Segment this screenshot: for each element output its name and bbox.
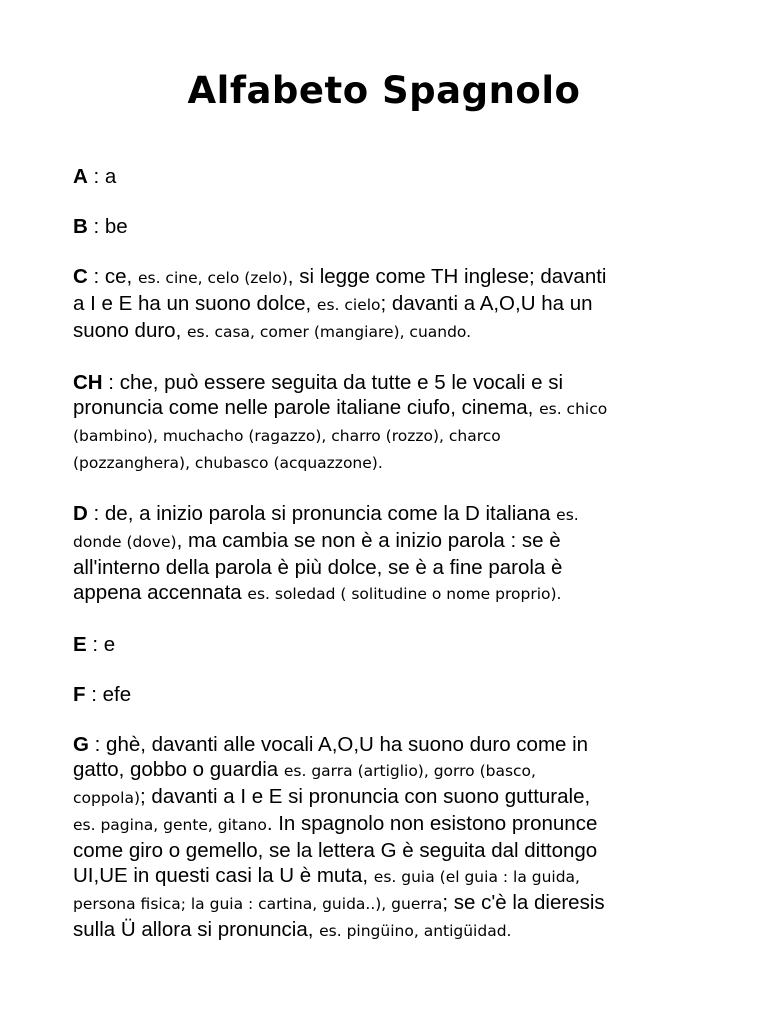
example-text: es. chico <box>539 400 608 418</box>
entry-text: : efe <box>85 683 132 706</box>
entry-letter: E <box>73 633 87 656</box>
letter-entry-g <box>73 732 713 944</box>
entry-text: pronuncia come nelle parole italiane ciufo, cinema, <box>73 396 540 419</box>
entry-text: a I e E ha un suono dolce, <box>73 292 317 315</box>
entry-letter: B <box>73 215 88 238</box>
entry-text: suono duro, <box>73 319 187 342</box>
entry-text: , ma cambia se non è a inizio parola : se è <box>176 529 561 552</box>
letter-entry-b <box>73 214 713 239</box>
example-text: es. garra (artiglio), gorro (basco, <box>283 762 536 780</box>
example-text: es. soledad ( solitudine o nome proprio). <box>247 585 562 603</box>
entry-text: , si legge come TH inglese; davanti <box>287 265 607 288</box>
example-text: coppola) <box>73 789 141 807</box>
example-text: es. <box>556 506 579 524</box>
example-text: (bambino), muchacho (ragazzo), charro (rozzo), charco <box>73 427 501 445</box>
alphabet-entries <box>73 164 713 944</box>
example-text: (pozzanghera), chubasco (acquazzone). <box>73 454 383 472</box>
example-text: donde (dove) <box>73 533 177 551</box>
entry-text: all'interno della parola è più dolce, se è a fine parola è <box>73 556 563 579</box>
example-text: es. guia (el guia : la guida, <box>373 868 580 886</box>
letter-entry-ch <box>73 370 713 476</box>
example-text: es. cielo <box>316 296 381 314</box>
entry-text: : a <box>87 165 117 188</box>
entry-text: : be <box>87 215 128 238</box>
entry-letter: F <box>73 683 86 706</box>
letter-entry-f <box>73 682 713 707</box>
entry-text: : ghè, davanti alle vocali A,O,U ha suono duro come in <box>88 733 589 756</box>
entry-text: : ce, <box>87 265 138 288</box>
entry-letter: A <box>73 165 88 188</box>
example-text: es. cine, celo (zelo) <box>137 269 288 287</box>
entry-text: appena accennata <box>73 581 248 604</box>
entry-text: come giro o gemello, se la lettera G è seguita dal dittongo <box>73 839 598 862</box>
entry-text: : de, a inizio parola si pronuncia come la D italiana <box>87 502 557 525</box>
example-text: es. pagina, gente, gitano <box>73 816 267 834</box>
example-text: es. pingüino, antigüidad. <box>319 922 512 940</box>
letter-entry-d <box>73 501 713 607</box>
entry-letter: D <box>73 502 88 525</box>
entry-text: : e <box>86 633 116 656</box>
entry-text: gatto, gobbo o guardia <box>73 758 284 781</box>
entry-text: UI,UE in questi casi la U è muta, <box>73 864 374 887</box>
letter-entry-e <box>73 632 713 657</box>
entry-text: sulla Ü allora si pronuncia, <box>73 918 320 941</box>
entry-letter: C <box>73 265 88 288</box>
page-title: Alfabeto Spagnolo <box>187 69 581 112</box>
entry-text: . In spagnolo non esistono pronunce <box>266 812 598 835</box>
entry-text: ; davanti a A,O,U ha un <box>380 292 593 315</box>
letter-entry-c <box>73 264 713 345</box>
entry-letter: CH <box>73 371 103 394</box>
letter-entry-a <box>73 164 713 189</box>
entry-text: ; se c'è la dieresis <box>442 891 605 914</box>
entry-text: : che, può essere seguita da tutte e 5 le vocali e si <box>102 371 563 394</box>
entry-letter: G <box>73 733 89 756</box>
entry-text: ; davanti a I e E si pronuncia con suono gutturale, <box>140 785 591 808</box>
example-text: persona fisica; la guia : cartina, guida..), guerra <box>73 895 443 913</box>
example-text: es. casa, comer (mangiare), cuando. <box>186 323 472 341</box>
